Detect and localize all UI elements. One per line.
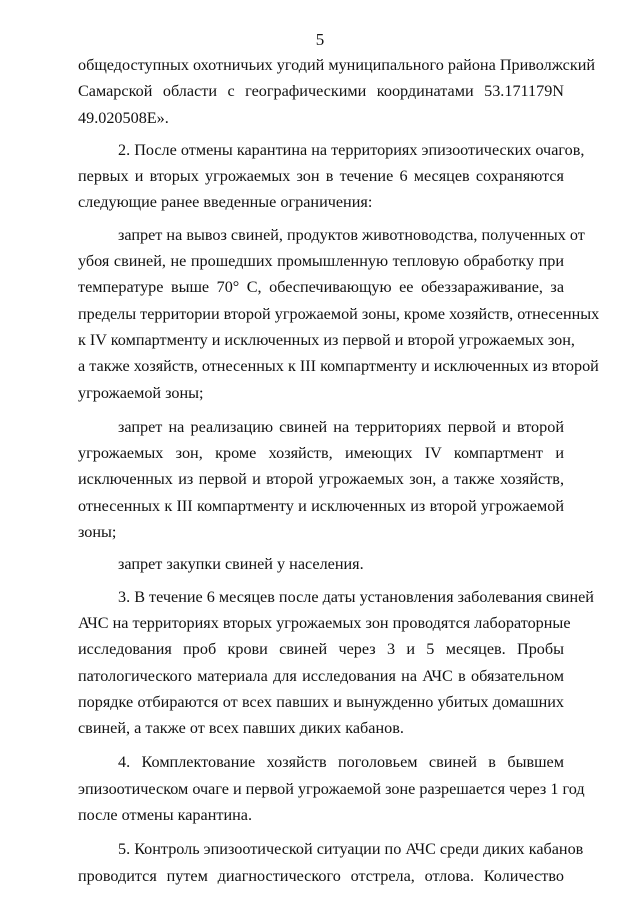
text-line: после отмены карантина. xyxy=(78,806,252,825)
text-line: убоя свиней, не прошедших промышленную тепловую обработку при xyxy=(78,252,564,271)
text-line: пределы территории второй угрожаемой зоны, кроме хозяйств, отнесенных xyxy=(78,304,600,323)
text-line: исключенных из первой и второй угрожаемых зон, а также хозяйств, xyxy=(78,470,564,489)
text-line: общедоступных охотничьих угодий муниципального района Приволжский xyxy=(78,56,596,74)
text-line: угрожаемой зоны; xyxy=(78,383,204,402)
text-line: 5. Контроль эпизоотической ситуации по АЧС среди диких кабанов xyxy=(118,840,584,859)
text-line: угрожаемых зон, кроме хозяйств, имеющих IV компартмент и xyxy=(78,444,564,463)
text-line: температуре выше 70° С, обеспечивающую ее обеззараживание, за xyxy=(78,278,564,297)
text-line: запрет на вывоз свиней, продуктов животноводства, полученных от xyxy=(118,225,585,244)
page-number: 5 xyxy=(315,30,325,49)
text-line: к IV компартменту и исключенных из первой и второй угрожаемых зон, xyxy=(78,330,575,349)
text-line: запрет на реализацию свиней на территориях первой и второй xyxy=(118,417,564,436)
text-line: запрет закупки свиней у населения. xyxy=(118,555,364,574)
text-line: Самарской области с географическими координатами 53.171179N xyxy=(78,82,564,101)
text-line: свиней, а также от всех павших диких кабанов. xyxy=(78,719,404,738)
text-line: 4. Комплектование хозяйств поголовьем свиней в бывшем xyxy=(118,753,564,772)
text-line: АЧС на территориях вторых угрожаемых зон проводятся лабораторные xyxy=(78,613,571,632)
text-line: патологического материала для исследования на АЧС в обязательном xyxy=(78,666,564,685)
text-line: первых и вторых угрожаемых зон в течение 6 месяцев сохраняются xyxy=(78,167,564,186)
text-line: зоны; xyxy=(78,523,117,542)
text-line: а также хозяйств, отнесенных к III компартменту и исключенных из второй xyxy=(78,357,599,376)
text-line: эпизоотическом очаге и первой угрожаемой зоне разрешается через 1 год xyxy=(78,779,585,798)
text-line: следующие ранее введенные ограничения: xyxy=(78,193,373,212)
document-body xyxy=(78,52,600,889)
text-line: порядке отбираются от всех павших и вынужденно убитых домашних xyxy=(78,692,564,711)
text-line: исследования проб крови свиней через 3 и 5 месяцев. Пробы xyxy=(78,640,564,659)
text-line: 49.020508E». xyxy=(78,108,169,127)
text-line: 3. В течение 6 месяцев после даты установления заболевания свиней xyxy=(118,587,594,606)
text-line: 2. После отмены карантина на территориях эпизоотических очагов, xyxy=(118,140,585,159)
text-line: проводится путем диагностического отстрела, отлова. Количество xyxy=(78,866,564,885)
text-line: отнесенных к III компартменту и исключенных из второй угрожаемой xyxy=(78,496,564,515)
